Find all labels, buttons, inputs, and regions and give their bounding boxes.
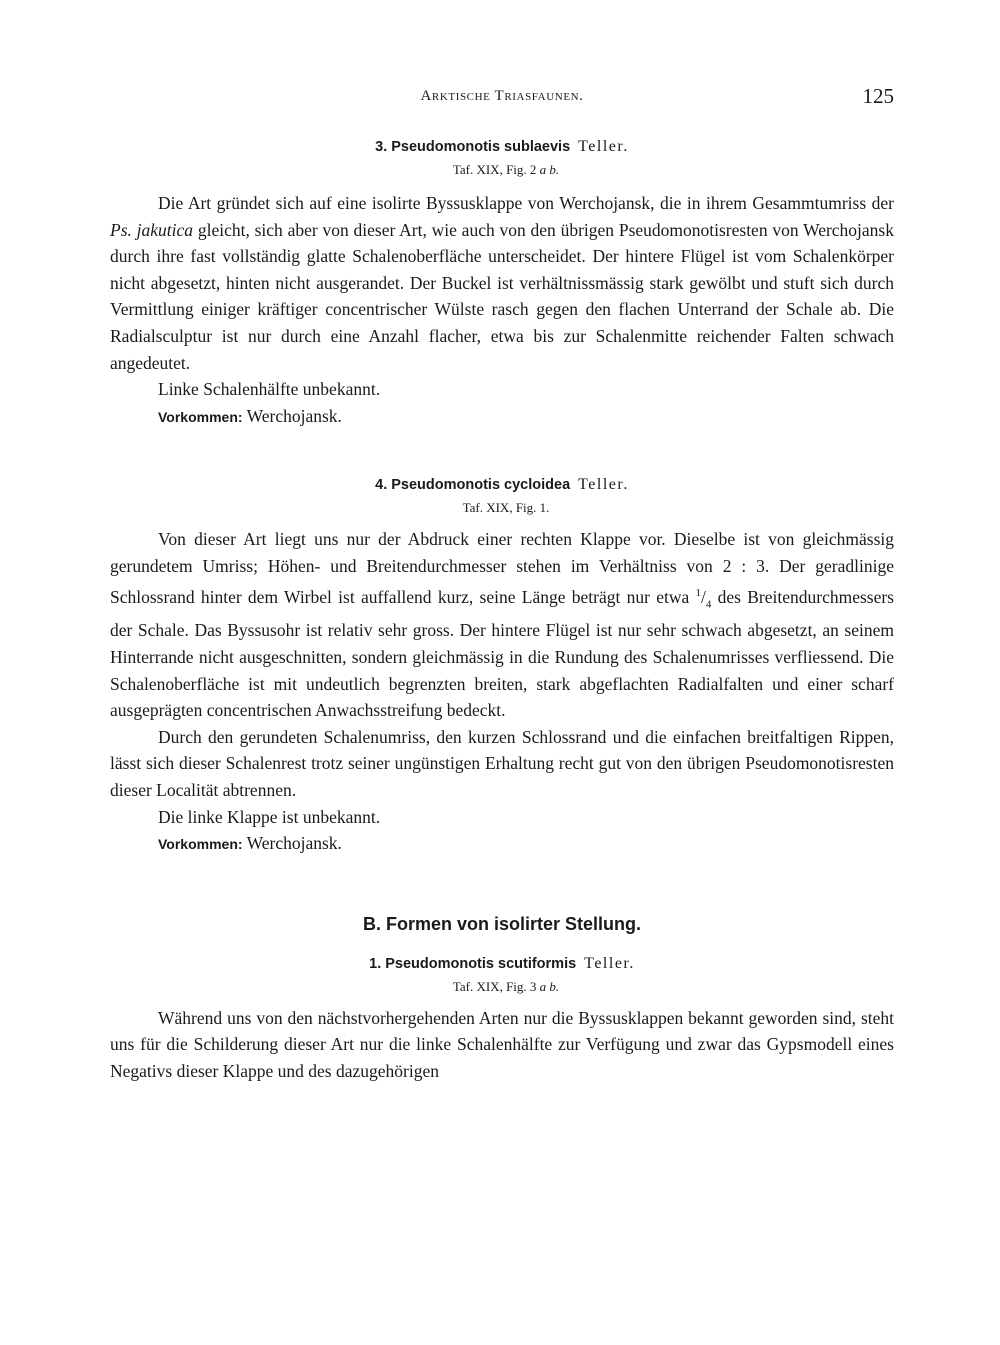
- occurrence-label: Vorkommen:: [158, 408, 243, 425]
- fraction-numerator: 1: [695, 586, 701, 599]
- species-heading: [110, 476, 894, 494]
- description-paragraph: Während uns von den nächstvorhergehenden Arten nur die Byssusklappen bekannt geworden sind, steht uns für die Schilderung dieser Art nur die linke Schalenhälfte zur Verfügung und zwar das Gypsmodell eines Negativs dieser Klappe und des dazugehörigen: [110, 1007, 894, 1081]
- running-head: [110, 84, 894, 114]
- plate-reference: Taf. XIX, Fig. 3 a b.: [452, 978, 560, 994]
- plate-reference: Taf. XIX, Fig. 1.: [462, 500, 550, 516]
- fraction-denominator: 4: [705, 597, 712, 610]
- description-paragraph: Linke Schalenhälfte unbekannt.: [158, 379, 381, 400]
- occurrence-value: Werchojansk.: [246, 405, 342, 426]
- occurrence-line: [110, 403, 894, 431]
- species-heading: [110, 955, 894, 973]
- description-paragraph: Die linke Klappe ist unbekannt.: [158, 806, 381, 827]
- species-author: Teller.: [578, 476, 629, 494]
- species-name: Pseudomonotis cycloidea: [391, 477, 571, 494]
- species-name: Pseudomonotis scutiformis: [385, 955, 577, 972]
- description-paragraph: Von dieser Art liegt uns nur der Abdruck einer rechten Klappe vor. Dieselbe ist von gleichmässig gerundetem Umriss; Höhen- und Breitendurchmesser stehen im Verhältniss von 2 : 3. Der geradlinige Schlossrand hinter dem Wirbel ist auffallend kurz, seine Länge beträgt nur etwa $^1/_4$ des Breitendurchmessers der Schale. Das Byssusohr ist relativ sehr gross. Der hintere Flügel ist nur sehr schwach abgesetzt, an seinem Hinterrande nicht ausgeschnitten, sondern gleichmässig in die Rundung des Schalenumrisses verfliessend. Die Schalenoberfläche ist mit undeutlich begrenzten breiten, stark abgeflachten Radialfalten und einer scharf ausgeprägten concentrischen Anwachsstreifung bedeckt.: [110, 529, 894, 721]
- species-number: 3.: [375, 139, 388, 155]
- occurrence-line: [110, 830, 894, 858]
- description-paragraph: Durch den gerundeten Schalenumriss, den kurzen Schlossrand und die einfachen breitfaltigen Rippen, lässt sich dieser Schalenrest trotz seiner ungünstigen Erhaltung recht gut von den übrigen Pseudomonotisresten dieser Localität abtrennen.: [110, 726, 894, 801]
- species-number: 1.: [369, 955, 382, 972]
- species-heading: [110, 138, 894, 156]
- species-author: Teller.: [584, 954, 635, 972]
- running-title: Arktische Triasfaunen.: [420, 88, 584, 104]
- species-name: Pseudomonotis sublaevis: [391, 139, 571, 155]
- occurrence-value: Werchojansk.: [246, 833, 342, 854]
- description-paragraph: Die Art gründet sich auf eine isolirte Byssusklappe von Werchojansk, die in ihrem Gesammtumriss der Ps. jakutica gleicht, sich aber von dieser Art, wie auch von den übrigen Pseudomonotisresten von Werchojansk durch ihre fast vollständig glatte Schalenoberfläche unterscheidet. Der hintere Flügel ist vom Schalenkörper nicht abgesetzt, hinten nicht ausgerandet. Der Buckel ist verhältnissmässig stark gewölbt und stuft sich durch Vermittlung einiger kräftiger concentrischer Wülste rasch gegen den flachen Unterrand der Schale ab. Die Radialsculptur ist nur durch eine Anzahl flacher, etwa bis zur Schalenmitte reichender Falten schwach angedeutet.: [110, 193, 894, 373]
- taxon-name: Ps. jakutica: [110, 219, 194, 240]
- page-number: 125: [862, 84, 894, 108]
- species-number: 4.: [375, 477, 388, 494]
- species-author: Teller.: [578, 138, 629, 155]
- occurrence-label: Vorkommen:: [158, 836, 243, 853]
- plate-reference: Taf. XIX, Fig. 2 a b.: [452, 162, 560, 177]
- page-content: [110, 84, 894, 1085]
- section-heading: B. Formen von isolirter Stellung.: [362, 913, 642, 934]
